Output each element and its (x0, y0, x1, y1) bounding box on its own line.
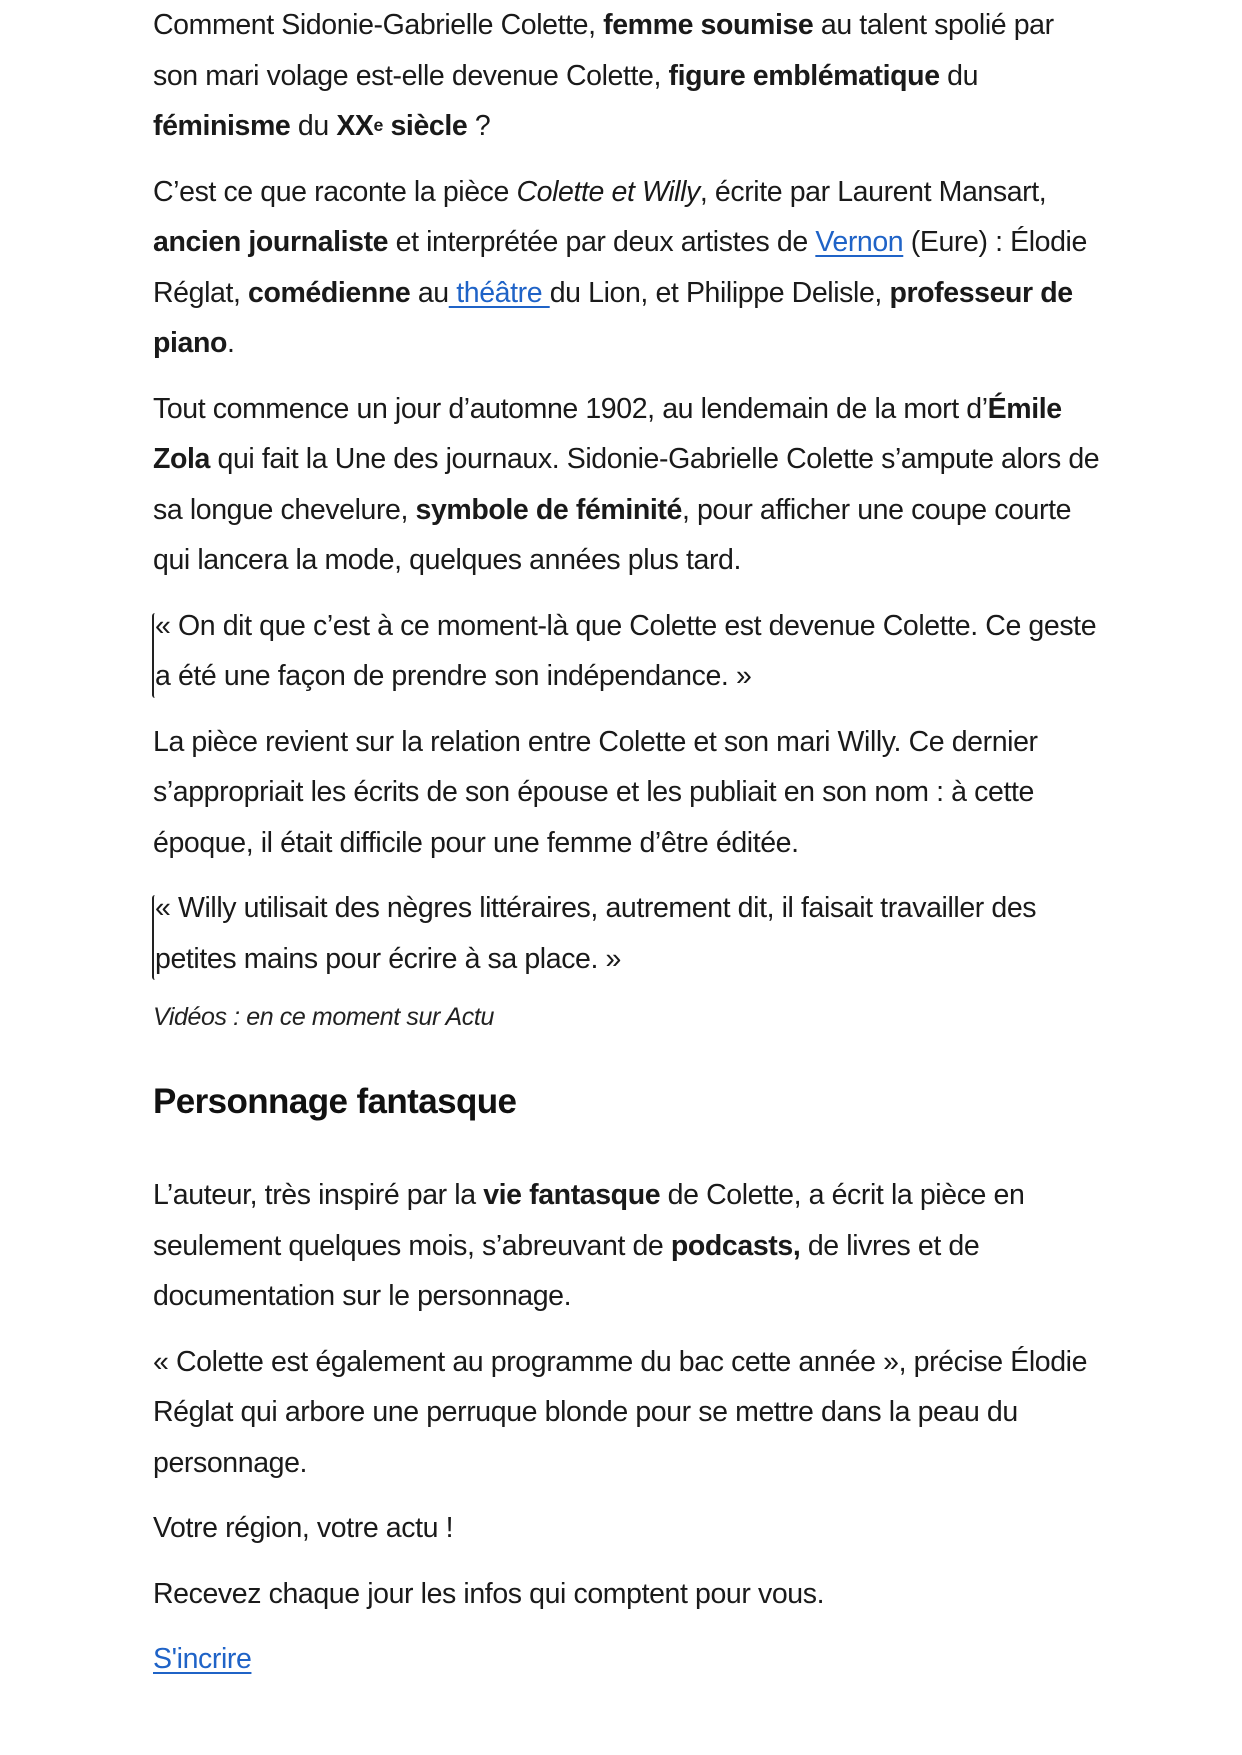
quote-bar (152, 895, 157, 980)
blockquote (153, 883, 1103, 984)
text: qui fait la Une des journaux. Sidonie-Gabrielle Colette s’ampute alors de sa longue chevelure, (153, 443, 1100, 526)
text: de livres et de documentation sur le personnage. (153, 1229, 980, 1312)
text: et interprétée par deux artistes de (388, 226, 816, 258)
bold-text: comédienne (248, 276, 411, 309)
article-body (153, 0, 1103, 1685)
subscribe-link[interactable]: S'incrire (153, 1643, 252, 1675)
bold-text: ancien journaliste (153, 226, 389, 258)
text: au talent spolié par son mari volage est-elle devenue Colette, (153, 9, 1054, 92)
text: L’auteur, très inspiré par la (153, 1179, 484, 1211)
blockquote (153, 601, 1103, 702)
text: du (939, 59, 979, 92)
text: C’est ce que raconte la pièce (153, 175, 517, 208)
superscript: e (373, 114, 383, 135)
bold-text: XX (336, 110, 374, 142)
text: ? (467, 110, 491, 142)
section-heading: Personnage fantasque (153, 1082, 517, 1121)
text: Comment Sidonie-Gabrielle Colette, (153, 9, 604, 41)
bold-text: symbole de féminité (415, 493, 682, 526)
paragraph-bac: « Colette est également au programme du bac cette année », précise Élodie Réglat qui arbore une perruque blonde pour se mettre dans la peau du personnage. (153, 1345, 1088, 1479)
bold-text: figure emblématique (668, 59, 940, 92)
text: , pour afficher une coupe courte qui lancera la mode, quelques années plus tard. (153, 493, 1072, 576)
bold-text: Émile Zola (153, 392, 1062, 475)
newsletter-title: Votre région, votre actu ! (153, 1512, 454, 1544)
bold-text: podcasts, (670, 1229, 801, 1262)
newsletter-text: Recevez chaque jour les infos qui comptent pour vous. (153, 1577, 825, 1610)
bold-text: vie fantasque (483, 1179, 661, 1211)
paragraph-author (153, 1170, 1103, 1322)
text: . (227, 327, 235, 359)
bold-text: professeur de piano (153, 276, 1073, 359)
video-section-label: Vidéos : en ce moment sur Actu (153, 1003, 494, 1031)
text: du (290, 110, 337, 142)
text: de Colette, a écrit la pièce en seulement quelques mois, s’abreuvant de (153, 1179, 1025, 1262)
paragraph-relation: La pièce revient sur la relation entre Colette et son mari Willy. Ce dernier s’appropriait les écrits de son épouse et les publiait en son nom : à cette époque, il était difficile pour une femme d’être éditée. (153, 725, 1038, 859)
text: Tout commence un jour d’automne 1902, au lendemain de la mort d’ (153, 392, 988, 425)
quote-text: « Willy utilisait des nègres littéraires, autrement dit, il faisait travailler des petites mains pour écrire à sa place. » (155, 892, 1037, 975)
bold-text: femme soumise (603, 9, 814, 41)
text: au (410, 276, 449, 309)
paragraph-history (153, 384, 1103, 586)
paragraph-intro (153, 0, 1103, 152)
quote-text: « On dit que c’est à ce moment-là que Colette est devenue Colette. Ce geste a été une façon de prendre son indépendance. » (155, 609, 1097, 692)
text: , écrite par Laurent Mansart, (699, 175, 1047, 208)
bold-text: féminisme (153, 110, 291, 142)
text: (Eure) : Élodie Réglat, (153, 226, 1087, 309)
text: du Lion, et Philippe Delisle, (549, 276, 890, 309)
link-vernon[interactable]: Vernon (815, 226, 904, 258)
link-theatre[interactable]: théâtre (448, 276, 550, 309)
quote-bar (152, 613, 157, 698)
bold-text: siècle (382, 110, 468, 142)
paragraph-play (153, 167, 1103, 369)
play-title: Colette et Willy (516, 175, 700, 208)
